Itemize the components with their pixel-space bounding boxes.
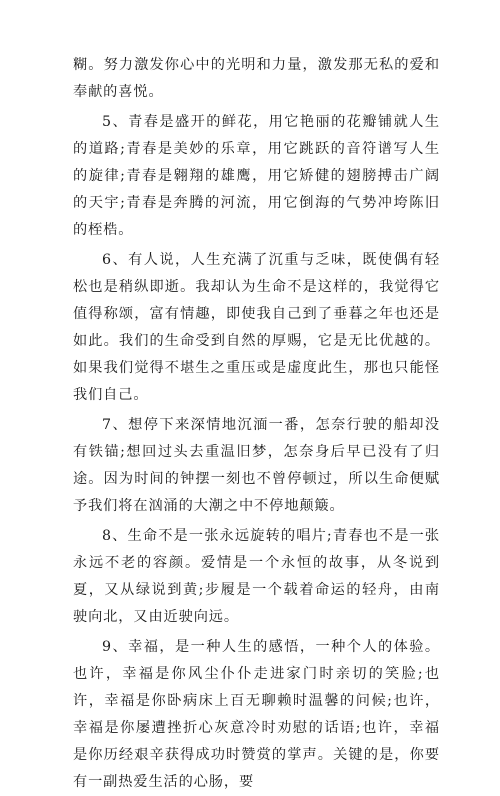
paragraph-8: 8、生命不是一张永远旋转的唱片;青春也不是一张永远不老的容颜。爱情是一个永恒的故事，从冬说到夏，又从绿说到黄;步履是一个载着命运的轻舟，由南驶向北，又由近驶向远。 — [73, 528, 440, 625]
paragraph-9: 9、幸福，是一种人生的感悟，一种个人的体验。也许，幸福是你风尘仆仆走进家门时亲切的笑脸;也许，幸福是你卧病床上百无聊赖时温馨的问候;也许，幸福是你屡遭挫折心灰意冷时劝慰的话语;也许，幸福是你历经艰辛获得成功时赞赏的掌声。关键的是，你要有一副热爱生活的心肠，要 — [73, 639, 440, 790]
paragraph-7: 7、想停下来深情地沉湎一番，怎奈行驶的船却没有铁锚;想回过头去重温旧梦，怎奈身后早已没有了归途。因为时间的钟摆一刻也不曾停顿过，所以生命便赋予我们将在汹涌的大潮之中不停地颠簸。 — [73, 417, 440, 514]
paragraph-6: 6、有人说，人生充满了沉重与乏味，既使偶有轻松也是稍纵即逝。我却认为生命不是这样的，我觉得它值得称颂，富有情趣，即使我自己到了垂暮之年也还是如此。我们的生命受到自然的厚赐，它是无比优越的。如果我们觉得不堪生之重压或是虚度此生，那也只能怪我们自己。 — [73, 252, 440, 403]
paragraph-5: 5、青春是盛开的鲜花，用它艳丽的花瓣铺就人生的道路;青春是美妙的乐章，用它跳跃的音符谱写人生的旋律;青春是翱翔的雄鹰，用它矫健的翅膀搏击广阔的天宇;青春是奔腾的河流，用它倒海的气势冲垮陈旧的桎梏。 — [73, 114, 440, 238]
paragraph-continued: 糊。努力激发你心中的光明和力量，激发那无私的爱和奉献的喜悦。 — [73, 57, 440, 100]
